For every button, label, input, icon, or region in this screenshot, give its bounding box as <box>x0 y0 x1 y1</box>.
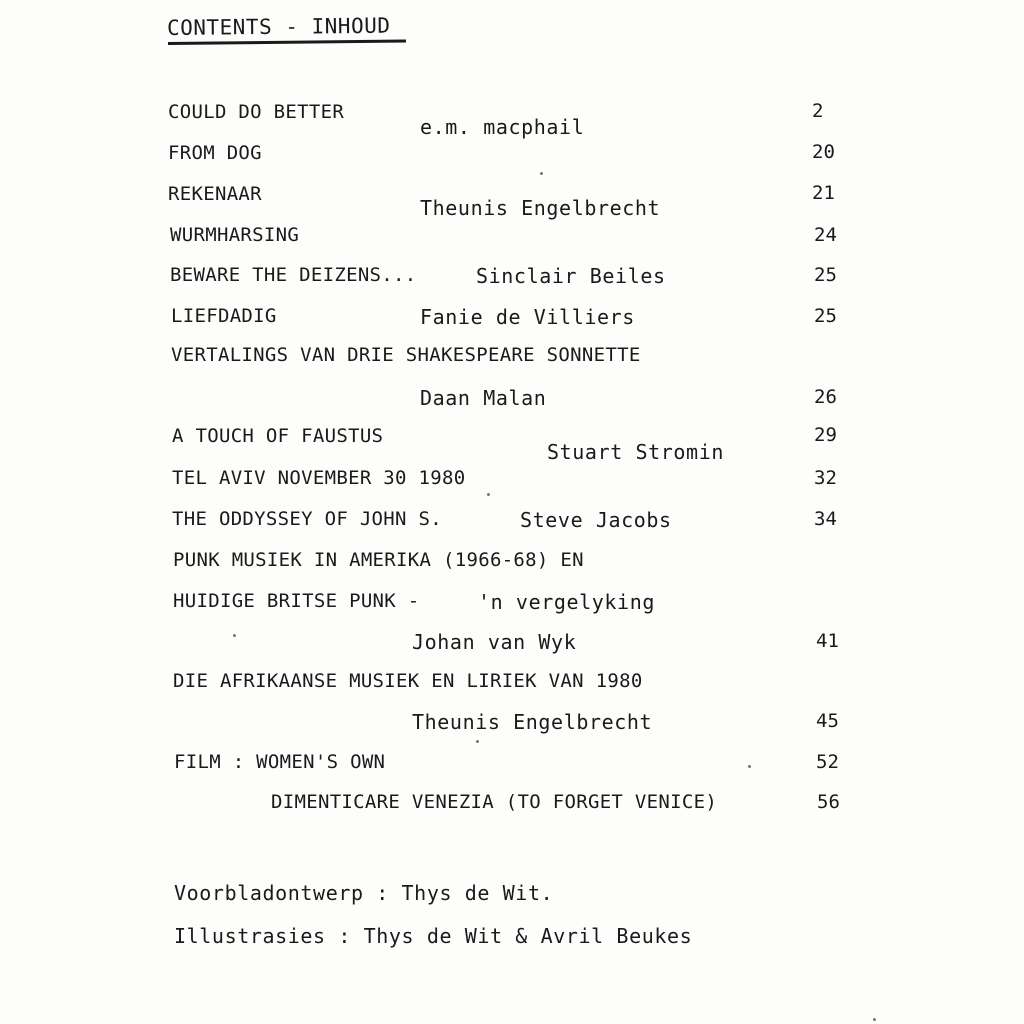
entry-page-number: 32 <box>814 467 837 489</box>
entry-title: WURMHARSING <box>170 224 300 246</box>
entry-title: VERTALINGS VAN DRIE SHAKESPEARE SONNETTE <box>171 344 641 366</box>
title-underline <box>168 40 406 45</box>
paper-speck <box>487 493 490 496</box>
page-title: CONTENTS - INHOUD <box>166 13 391 40</box>
entry-title: A TOUCH OF FAUSTUS <box>172 425 384 447</box>
entry-title: DIMENTICARE VENEZIA (TO FORGET VENICE) <box>271 791 718 813</box>
entry-author: Daan Malan <box>420 386 547 410</box>
entry-page-number: 24 <box>814 224 837 246</box>
entry-title: DIE AFRIKAANSE MUSIEK EN LIRIEK VAN 1980 <box>173 670 643 692</box>
entry-author: Fanie de Villiers <box>420 305 635 329</box>
entry-title: PUNK MUSIEK IN AMERIKA (1966-68) EN <box>173 549 584 571</box>
entry-author: e.m. macphail <box>420 115 585 139</box>
entry-author: Stuart Stromin <box>547 440 724 464</box>
entry-title-continued-lowercase: 'n vergelyking <box>478 590 655 614</box>
entry-page-number: 26 <box>814 386 837 408</box>
entry-title: FROM DOG <box>168 142 262 164</box>
paper-speck <box>873 1018 876 1021</box>
entry-title: BEWARE THE DEIZENS... <box>170 264 417 286</box>
entry-author: Steve Jacobs <box>520 508 672 532</box>
entry-author: Theunis Engelbrecht <box>420 196 661 220</box>
entry-title: REKENAAR <box>168 183 262 205</box>
entry-page-number: 25 <box>814 264 837 286</box>
paper-speck <box>748 765 751 768</box>
entry-title: FILM : WOMEN'S OWN <box>174 751 386 773</box>
entry-page-number: 45 <box>816 710 839 732</box>
entry-page-number: 52 <box>816 751 839 773</box>
entry-page-number: 34 <box>814 508 837 530</box>
entry-title: THE ODDYSSEY OF JOHN S. <box>172 508 442 530</box>
entry-page-number: 41 <box>816 630 839 652</box>
entry-page-number: 21 <box>812 182 835 204</box>
entry-title: TEL AVIV NOVEMBER 30 1980 <box>172 467 466 489</box>
entry-page-number: 56 <box>817 791 840 813</box>
cover-design-credit: Voorbladontwerp : Thys de Wit. <box>174 881 554 905</box>
entry-author: Theunis Engelbrecht <box>412 710 653 734</box>
entry-page-number: 20 <box>812 141 835 163</box>
entry-page-number: 29 <box>814 424 837 446</box>
entry-title-continued: HUIDIGE BRITSE PUNK - <box>173 590 420 612</box>
illustrations-credit: Illustrasies : Thys de Wit & Avril Beukes <box>174 924 693 948</box>
entry-title: COULD DO BETTER <box>168 101 345 123</box>
entry-author: Johan van Wyk <box>412 630 577 654</box>
paper-speck <box>540 172 543 175</box>
entry-page-number: 25 <box>814 305 837 327</box>
entry-title: LIEFDADIG <box>171 305 277 327</box>
entry-page-number: 2 <box>812 100 824 122</box>
entry-author: Sinclair Beiles <box>476 264 666 288</box>
paper-speck <box>233 634 236 637</box>
paper-speck <box>476 740 479 743</box>
